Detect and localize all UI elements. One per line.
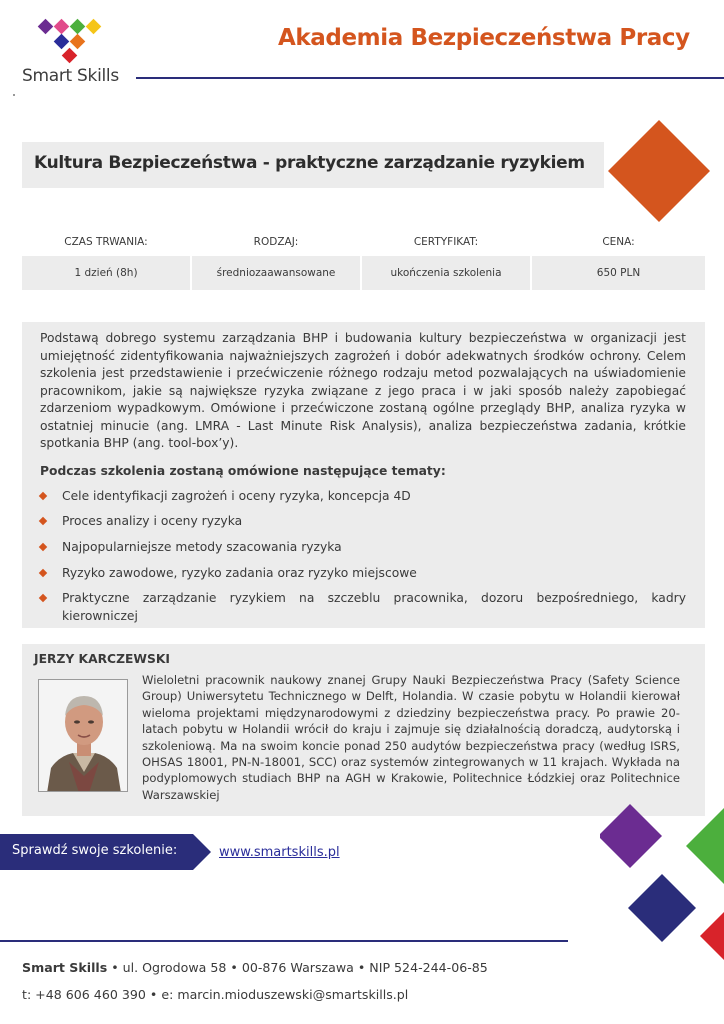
topic-text: Praktyczne zarządzanie ryzykiem na szczeblu pracownika, dozoru bezpośredniego, kadry kierowniczej — [62, 591, 686, 623]
certificate-value: ukończenia szkolenia — [362, 256, 530, 290]
topic-text: Ryzyko zawodowe, ryzyko zadania oraz ryzyko miejscowe — [62, 566, 417, 580]
diamond-bullet-icon — [39, 543, 47, 551]
cta-banner — [0, 834, 211, 870]
diamond-bullet-icon — [39, 594, 47, 602]
topic-item — [62, 590, 686, 625]
topic-item — [62, 488, 686, 506]
duration-header: CZAS TRWANIA: — [64, 236, 148, 248]
certificate-header: CERTYFIKAT: — [413, 236, 479, 248]
trainer-photo — [38, 679, 128, 792]
footer-contact: t: +48 606 460 390 • e: marcin.mioduszewski@smartskills.pl — [22, 987, 409, 1002]
description-panel — [22, 322, 705, 628]
description-text: Podstawą dobrego systemu zarządzania BHP i budowania kultury bezpieczeństwa w organizacji jest umiejętność zidentyfikowania najważniejszych zagrożeń i dobór adekwatnych środków ochrony. Celem szkolenia jest przedstawienie i przećwiczenie różnego rodzaju metod pozwalających na uświadomienie pracownikom, jakie są największe ryzyka związane z jego praca i w jaki sposób należy zapobiegać zdarzeniom wypadkowym. Omówione i przećwiczone zostaną ogólne przeglądy BHP, analiza ryzyka w ostatniej minucie (ang. LMRA - Last Minute Risk Analysis), analiza bezpieczeństwa zadania, krótkie spotkania BHP (ang. tool-box’y). — [40, 331, 686, 450]
logo-text: Smart Skills — [22, 66, 119, 86]
trainer-name: JERZY KARCZEWSKI — [34, 652, 170, 666]
footer-company: Smart Skills — [22, 960, 108, 975]
topic-text: Najpopularniejsze metody szacowania ryzyka — [62, 540, 342, 554]
footer-divider — [0, 940, 568, 942]
topics-heading: Podczas szkolenia zostaną omówione następujące tematy: — [40, 464, 446, 478]
price-value: 650 PLN — [532, 256, 705, 290]
diamond-bullet-icon — [39, 569, 47, 577]
topic-item — [62, 513, 686, 531]
footer-address-text: • ul. Ogrodowa 58 • 00-876 Warszawa • NIP 524-244-06-85 — [107, 960, 488, 975]
duration-value: 1 dzień (8h) — [22, 256, 190, 290]
topic-item — [62, 565, 686, 583]
decorative-dot — [13, 94, 15, 96]
price-header: CENA: — [602, 236, 635, 248]
trainer-bio: Wieloletni pracownik naukowy znanej Grupy Nauki Bezpieczeństwa Pracy (Safety Science Group) Uniwersytetu Technicznego w Delft, Holandia. W czasie pobytu w Holandii kierował wieloma projektami międzynarodowymi z dziedziny bezpieczeństwa pracy. Po prawie 20-latach pobytu w Holandii wrócił do kraju i zajmuje się działalnością doradczą, audytorską i szkoleniową. Ma na swoim koncie ponad 250 audytów bezpieczeństwa pracy (według ISRS, OHSAS 18001, PN-N-18001, SCC) oraz systemów zintegrowanych w 11 krajach. Wykłada na podyplomowych studiach BHP na AGH w Krakowie, Politechnice Łódzkiej oraz Politechnice Warszawskiej — [142, 673, 680, 802]
orange-diamond-icon — [608, 120, 710, 222]
decorative-diamonds-icon — [600, 800, 724, 960]
course-title: Kultura Bezpieczeństwa - praktyczne zarządzanie ryzykiem — [34, 153, 585, 173]
type-value: średniozaawansowane — [192, 256, 360, 290]
cta-label: Sprawdź swoje szkolenie: — [12, 843, 178, 858]
header-divider — [136, 77, 724, 79]
logo-diamonds-icon — [34, 16, 110, 64]
footer-address — [22, 960, 488, 975]
website-link[interactable]: www.smartskills.pl — [219, 845, 340, 860]
course-title-bar — [22, 142, 604, 188]
smart-skills-logo — [22, 14, 132, 92]
trainer-portrait-icon — [39, 680, 128, 792]
topic-item — [62, 539, 686, 557]
diamond-bullet-icon — [39, 492, 47, 500]
academy-title: Akademia Bezpieczeństwa Pracy — [278, 25, 690, 51]
trainer-panel — [22, 644, 705, 816]
type-header: RODZAJ: — [253, 236, 299, 248]
topic-text: Proces analizy i oceny ryzyka — [62, 514, 243, 528]
diamond-bullet-icon — [39, 517, 47, 525]
topic-text: Cele identyfikacji zagrożeń i oceny ryzyka, koncepcja 4D — [62, 489, 411, 503]
